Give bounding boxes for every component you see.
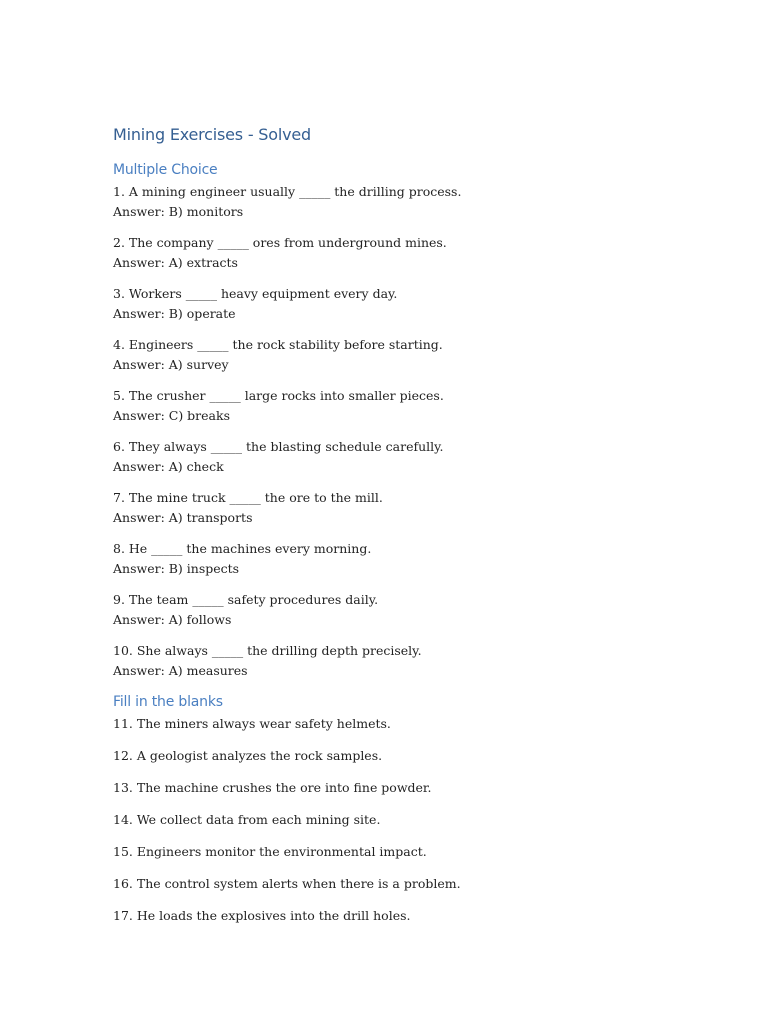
fill-item-12: 12. A geologist analyzes the rock samples. bbox=[113, 748, 383, 763]
document-page bbox=[113, 124, 673, 938]
mc-item-5 bbox=[113, 386, 673, 425]
mc-item-10 bbox=[113, 641, 673, 680]
mc-item-4 bbox=[113, 335, 673, 374]
mc-item-8 bbox=[113, 539, 673, 578]
question-text: 10. She always _____ the drilling depth precisely. bbox=[113, 643, 422, 658]
fill-in-blanks-heading: Fill in the blanks bbox=[113, 694, 223, 710]
fill-item-11: 11. The miners always wear safety helmets. bbox=[113, 716, 391, 731]
question-text: 2. The company _____ ores from underground mines. bbox=[113, 235, 447, 250]
question-text: 3. Workers _____ heavy equipment every day. bbox=[113, 286, 398, 301]
fill-in-blanks-list bbox=[113, 714, 673, 926]
answer-text: Answer: A) extracts bbox=[113, 254, 238, 270]
fill-item-17: 17. He loads the explosives into the drill holes. bbox=[113, 908, 411, 923]
fill-item-15: 15. Engineers monitor the environmental impact. bbox=[113, 844, 427, 859]
fill-item-13: 13. The machine crushes the ore into fine powder. bbox=[113, 780, 432, 795]
question-text: 1. A mining engineer usually _____ the drilling process. bbox=[113, 184, 462, 199]
answer-text: Answer: A) transports bbox=[113, 509, 253, 525]
answer-text: Answer: A) survey bbox=[113, 356, 229, 372]
document-title: Mining Exercises - Solved bbox=[113, 125, 311, 144]
mc-item-3 bbox=[113, 284, 673, 323]
mc-item-9 bbox=[113, 590, 673, 629]
answer-text: Answer: A) check bbox=[113, 458, 224, 474]
question-text: 6. They always _____ the blasting schedule carefully. bbox=[113, 439, 444, 454]
question-text: 5. The crusher _____ large rocks into smaller pieces. bbox=[113, 388, 444, 403]
multiple-choice-list bbox=[113, 182, 673, 680]
question-text: 8. He _____ the machines every morning. bbox=[113, 541, 372, 556]
question-text: 9. The team _____ safety procedures daily. bbox=[113, 592, 379, 607]
multiple-choice-heading: Multiple Choice bbox=[113, 162, 218, 178]
mc-item-7 bbox=[113, 488, 673, 527]
answer-text: Answer: B) operate bbox=[113, 305, 236, 321]
fill-item-14: 14. We collect data from each mining site. bbox=[113, 812, 381, 827]
fill-item-16: 16. The control system alerts when there is a problem. bbox=[113, 876, 461, 891]
answer-text: Answer: C) breaks bbox=[113, 407, 230, 423]
answer-text: Answer: B) monitors bbox=[113, 203, 244, 219]
mc-item-2 bbox=[113, 233, 673, 272]
mc-item-1 bbox=[113, 182, 673, 221]
answer-text: Answer: B) inspects bbox=[113, 560, 240, 576]
question-text: 7. The mine truck _____ the ore to the mill. bbox=[113, 490, 383, 505]
answer-text: Answer: A) measures bbox=[113, 662, 248, 678]
mc-item-6 bbox=[113, 437, 673, 476]
answer-text: Answer: A) follows bbox=[113, 611, 232, 627]
question-text: 4. Engineers _____ the rock stability before starting. bbox=[113, 337, 443, 352]
